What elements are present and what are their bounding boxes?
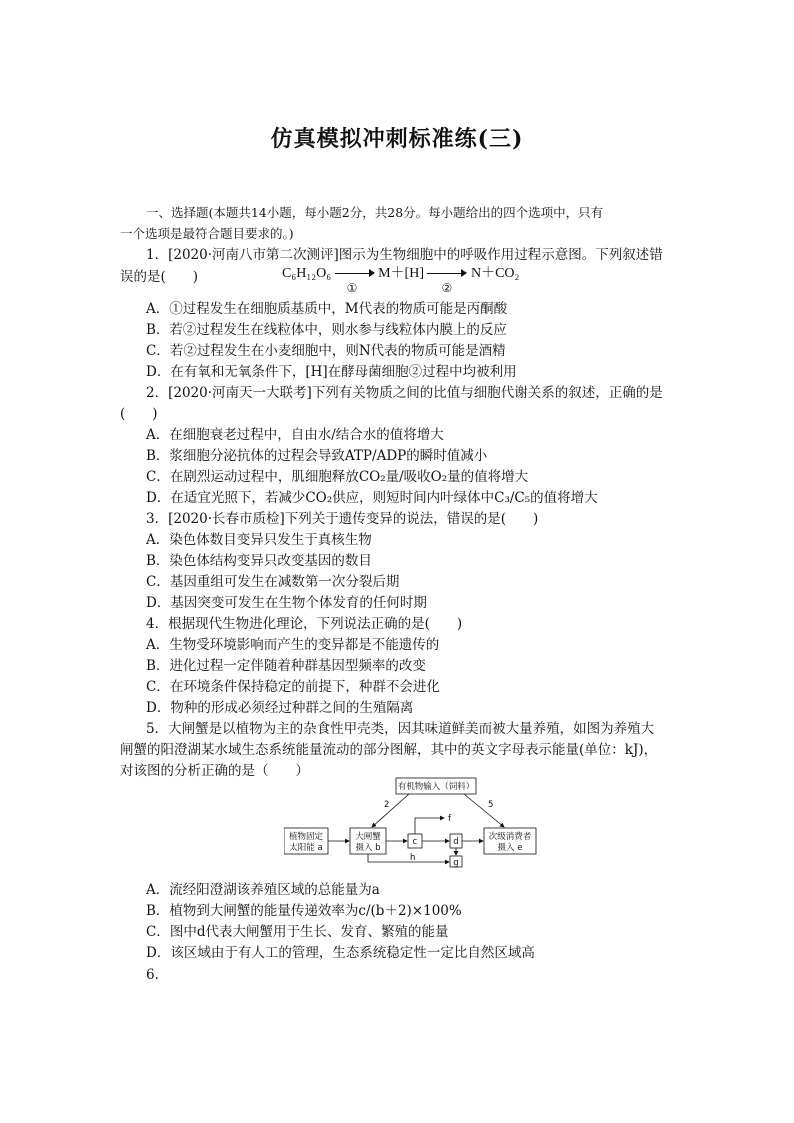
eq-step-2: ② (441, 280, 453, 295)
q5-stem-cont-1: 闸蟹的阳澄湖某水域生态系统能量流动的部分图解，其中的英文字母表示能量(单位：kJ)， (120, 742, 658, 758)
arrow-input-secondary (464, 794, 504, 827)
eq-mid: M＋[H] (378, 266, 424, 281)
box-g-label: g (453, 858, 459, 868)
crab-box-line1: 大闸蟹 (355, 832, 381, 842)
eq-left: C₆H₁₂O₆ (282, 266, 332, 281)
box-d-label: d (453, 837, 459, 847)
q2-option-d: D．在适宜光照下，若减少CO₂供应，则短时间内叶绿体中C₃/C₅的值将增大 (146, 490, 598, 506)
q3-option-b: B．染色体结构变异只改变基因的数目 (146, 553, 372, 569)
q5-option-c: C．图中d代表大闸蟹用于生长、发育、繁殖的能量 (146, 924, 449, 940)
q1-option-a: A．①过程发生在细胞质基质中，M代表的物质可能是丙酮酸 (146, 301, 508, 317)
q1-stem-cont: 误的是( ) (120, 269, 199, 285)
eq-right: N＋CO₂ (470, 266, 520, 281)
q5-stem-cont-2: 对该图的分析正确的是（ ） (120, 763, 309, 779)
q4-option-c: C．在环境条件保持稳定的前提下，种群不会进化 (146, 679, 440, 695)
label-h: h (410, 853, 416, 863)
eq-arrow-1 (335, 269, 375, 295)
q1-option-d: D．在有氧和无氧条件下，[H]在酵母菌细胞②过程中均被利用 (146, 364, 517, 380)
q4-stem: 4．根据现代生物进化理论，下列说法正确的是( ) (146, 616, 463, 632)
q5-stem: 5．大闸蟹是以植物为主的杂食性甲壳类，因其味道鲜美而被大量养殖，如图为养殖大 (146, 721, 655, 737)
q4-option-d: D．物种的形成必须经过种群之间的生殖隔离 (146, 700, 414, 716)
q3-option-a: A．染色体数目变异只发生于真核生物 (146, 532, 372, 548)
q1-stem: 1．[2020·河南八市第二次测评]图示为生物细胞中的呼吸作用过程示意图。下列叙述错 (146, 247, 663, 263)
input-box-label: 有机物输入（饲料） (397, 782, 475, 792)
section-heading-cont: 一个选项是最符合题目要求的。) (120, 226, 294, 241)
arrow-crab-g-h (368, 854, 449, 862)
q3-stem: 3．[2020·长春市质检]下列关于遗传变异的说法，错误的是( ) (146, 511, 539, 527)
section-heading: 一、选择题(本题共14小题，每小题2分，共28分。每小题给出的四个选项中，只有 (146, 205, 604, 220)
arrow-c-f (415, 818, 444, 834)
crab-box-line2: 摄入 b (355, 843, 381, 853)
arrow-input-crab (372, 794, 409, 827)
respiration-equation (282, 262, 520, 295)
secondary-box-line2: 摄入 e (497, 843, 523, 853)
q3-option-d: D．基因突变可发生在生物个体发育的任何时期 (146, 595, 427, 611)
q5-option-d: D．该区域由于有人工的管理，生态系统稳定性一定比自然区域高 (146, 945, 535, 961)
q2-option-c: C．在剧烈运动过程中，肌细胞释放CO₂量/吸收O₂量的值将增大 (146, 469, 529, 485)
q2-option-b: B．浆细胞分泌抗体的过程会导致ATP/ADP的瞬时值减小 (146, 448, 488, 464)
q4-option-b: B．进化过程一定伴随着种群基因型频率的改变 (146, 658, 426, 674)
eq-step-1: ① (346, 280, 358, 295)
q2-stem-cont: ( ) (120, 406, 158, 422)
page-title: 仿真模拟冲刺标准练(三) (270, 126, 524, 152)
plant-box-line2: 太阳能 a (289, 843, 323, 853)
plant-box-line1: 植物固定 (288, 832, 324, 842)
q6-stem: 6. (146, 967, 159, 983)
q2-option-a: A．在细胞衰老过程中，自由水/结合水的值将增大 (146, 427, 444, 443)
eq-arrow-2 (427, 269, 467, 295)
q2-stem: 2．[2020·河南天一大联考]下列有关物质之间的比值与细胞代谢关系的叙述，正确的是 (146, 385, 663, 401)
box-c-label: c (412, 837, 418, 847)
q3-option-c: C．基因重组可发生在减数第一次分裂后期 (146, 574, 400, 590)
secondary-box-line1: 次级消费者 (488, 832, 532, 842)
label-2: 2 (384, 800, 390, 810)
q5-option-a: A．流经阳澄湖该养殖区域的总能量为a (146, 882, 380, 898)
q1-option-c: C．若②过程发生在小麦细胞中，则N代表的物质可能是酒精 (146, 343, 506, 359)
q4-option-a: A．生物受环境影响而产生的变异都是不能遗传的 (146, 637, 440, 653)
q1-option-b: B．若②过程发生在线粒体中，则水参与线粒体内膜上的反应 (146, 322, 507, 338)
q5-option-b: B．植物到大闸蟹的能量传递效率为c/(b＋2)×100% (146, 903, 462, 919)
label-f: f (448, 814, 451, 824)
label-5: 5 (488, 800, 494, 810)
energy-flow-diagram (284, 776, 546, 868)
